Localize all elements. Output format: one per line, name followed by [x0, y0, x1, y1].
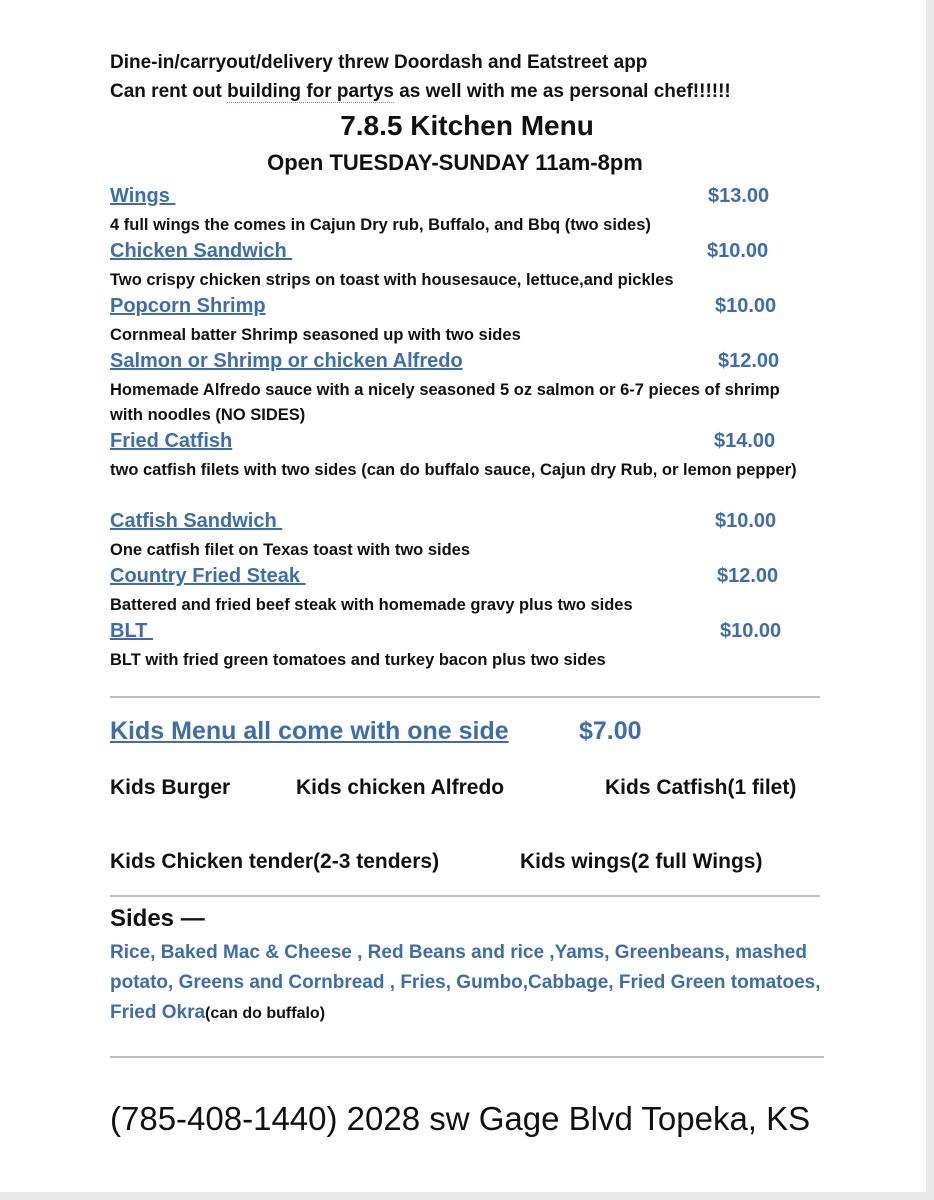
menu-item-price: $10.00 [715, 510, 777, 532]
rental-info-suffix: as well with me as personal chef!!!!!! [393, 81, 731, 102]
menu-item-description: Battered and fried beef steak with homemade gravy plus two sides [110, 596, 633, 614]
kids-menu-price: $7.00 [579, 717, 642, 745]
kids-item: Kids wings(2 full Wings) [520, 850, 763, 873]
divider [110, 895, 820, 897]
menu-item-description: BLT with fried green tomatoes and turkey bacon plus two sides [110, 651, 606, 669]
kids-item: Kids Burger [110, 776, 231, 799]
rental-info [110, 81, 731, 103]
menu-item-price: $14.00 [714, 430, 776, 452]
sides-note: (can do buffalo) [205, 1005, 326, 1022]
menu-item-description: One catfish filet on Texas toast with two sides [110, 541, 471, 559]
menu-item-name[interactable]: Chicken Sandwich [110, 240, 293, 262]
kids-item: Kids Chicken tender(2-3 tenders) [110, 850, 440, 873]
menu-item-price: $10.00 [720, 620, 782, 642]
menu-item-name[interactable]: Fried Catfish [110, 430, 233, 452]
menu-item-name[interactable]: BLT [110, 620, 153, 642]
menu-item-name[interactable]: Salmon or Shrimp or chicken Alfredo [110, 350, 463, 372]
menu-item-description: 4 full wings the comes in Cajun Dry rub, Buffalo, and Bbq (two sides) [110, 216, 651, 234]
page-edge-bottom [0, 1192, 934, 1200]
contact-address: (785-408-1440) 2028 sw Gage Blvd Topeka, KS [110, 1100, 811, 1137]
menu-item-description: two catfish filets with two sides (can do buffalo sauce, Cajun dry Rub, or lemon pepper) [110, 461, 797, 479]
menu-item-description: Cornmeal batter Shrimp seasoned up with two sides [110, 326, 521, 344]
sides-title: Sides — [110, 905, 205, 932]
rental-info-underlined: building for partys [227, 81, 394, 102]
menu-item-price: $10.00 [715, 295, 777, 317]
menu-item-name[interactable]: Catfish Sandwich [110, 510, 283, 532]
menu-title: 7.8.5 Kitchen Menu [340, 110, 594, 141]
menu-item-description: Two crispy chicken strips on toast with housesauce, lettuce,and pickles [110, 271, 674, 289]
menu-item-price: $12.00 [717, 565, 779, 587]
page-edge [926, 0, 934, 1200]
kids-item: Kids chicken Alfredo [296, 776, 505, 799]
divider [110, 1056, 824, 1058]
divider [110, 696, 820, 698]
delivery-info: Dine-in/carryout/delivery threw Doordash and Eatstreet app [110, 52, 648, 73]
menu-item-description: Homemade Alfredo sauce with a nicely seasoned 5 oz salmon or 6-7 pieces of shrimp with noodles (NO SIDES) [110, 381, 780, 424]
menu-item-price: $13.00 [708, 185, 770, 207]
menu-item-price: $10.00 [707, 240, 769, 262]
kids-menu-title[interactable]: Kids Menu all come with one side [110, 717, 509, 745]
sides-list [110, 938, 830, 1029]
menu-item-name[interactable]: Wings [110, 185, 176, 207]
opening-hours: Open TUESDAY-SUNDAY 11am-8pm [267, 150, 643, 175]
sides-items: Rice, Baked Mac & Cheese , Red Beans and rice ,Yams, Greenbeans, mashed potato, Greens and Cornbread , Fries, Gumbo,Cabbage, Fried Green tomatoes, Fried Okra [110, 942, 821, 1023]
menu-item-name[interactable]: Country Fried Steak [110, 565, 306, 587]
kids-item: Kids Catfish(1 filet) [605, 776, 797, 799]
rental-info-prefix: Can rent out [110, 81, 228, 102]
menu-item-price: $12.00 [718, 350, 780, 372]
menu-item-name[interactable]: Popcorn Shrimp [110, 295, 266, 317]
